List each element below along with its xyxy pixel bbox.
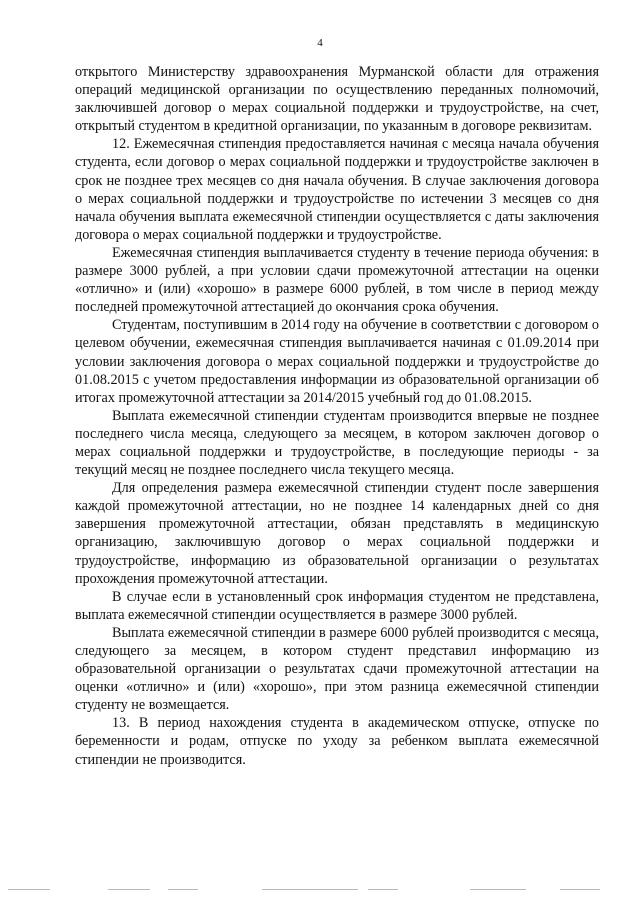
- page-number: 4: [317, 37, 323, 49]
- paragraph-stipend-amount: Ежемесячная стипендия выплачивается студенту в течение периода обучения: в размере 3000 рублей, а при условии сдачи промежуточной аттестации на оценки «отлично» и (или) «хорошо» в размере 6000 рублей, в том числе в период между последней промежуточной аттестацией до окончания срока обучения.: [75, 244, 599, 316]
- scan-mark: [470, 889, 526, 890]
- paragraph-attestation-info: Для определения размера ежемесячной стипендии студент после завершения каждой промежуточной аттестации, но не позднее 14 календарных дней со дня завершения промежуточной аттестации, обязан представлять в медицинскую организацию, заключившую договор о мерах социальной поддержки и трудоустройстве, информацию из образовательной организации о результатах прохождения промежуточной аттестации.: [75, 480, 599, 587]
- scan-mark: [262, 889, 358, 890]
- paragraph-clause-12: 12. Ежемесячная стипендия предоставляется начиная с месяца начала обучения студента, если договор о мерах социальной поддержки и трудоустройстве заключен в срок не позднее трех месяцев со дня начала обучения. В случае заключения договора о мерах социальной поддержки и трудоустройстве по истечении 3 месяцев со дня начала обучения выплата ежемесячной стипендии осуществляется с даты заключения договора о мерах социальной поддержки и трудоустройстве.: [75, 136, 599, 243]
- paragraph-2014-students: Студентам, поступившим в 2014 году на обучение в соответствии с договором о целевом обучении, ежемесячная стипендия выплачивается начиная с 01.09.2014 при условии заключения договора о мерах социальной поддержки и трудоустройстве до 01.08.2015 с учетом предоставления информации из образовательной организации об итогах промежуточной аттестации за 2014/2015 учебный год до 01.08.2015.: [75, 317, 599, 406]
- paragraph-clause-13: 13. В период нахождения студента в академическом отпуске, отпуске по беременности и родам, отпуске по уходу за ребенком выплата ежемесячной стипендии не производится.: [75, 715, 599, 768]
- scan-mark: [108, 889, 150, 890]
- scan-mark: [8, 889, 50, 890]
- scan-mark: [368, 889, 398, 890]
- scan-mark: [560, 889, 600, 890]
- paragraph-info-not-provided: В случае если в установленный срок информация студентом не представлена, выплата ежемесячной стипендии осуществляется в размере 3000 рублей.: [75, 588, 599, 623]
- document-body: [75, 63, 599, 769]
- paragraph-6000-payment: Выплата ежемесячной стипендии в размере 6000 рублей производится с месяца, следующего за месяцем, в котором студент представил информацию из образовательной организации о результатах сдачи промежуточной аттестации на оценки «отлично» и (или) «хорошо», при этом разница ежемесячной стипендии студенту не возмещается.: [75, 624, 599, 714]
- scan-mark: [168, 889, 198, 890]
- scan-edge-marks: [0, 889, 640, 893]
- paragraph-continuation: открытого Министерству здравоохранения Мурманской области для отражения операций медицинской организации по осуществлению переданных полномочий, заключившей договор о мерах социальной поддержки и трудоустройстве, на счет, открытый студентом в кредитной организации, по указанным в договоре реквизитам.: [75, 64, 599, 135]
- paragraph-payment-timing: Выплата ежемесячной стипендии студентам производится впервые не позднее последнего числа месяца, следующего за месяцем, в котором заключен договор о мерах социальной поддержки и трудоустройстве, в последующие периоды - за текущий месяц не позднее последнего числа текущего месяца.: [75, 407, 599, 479]
